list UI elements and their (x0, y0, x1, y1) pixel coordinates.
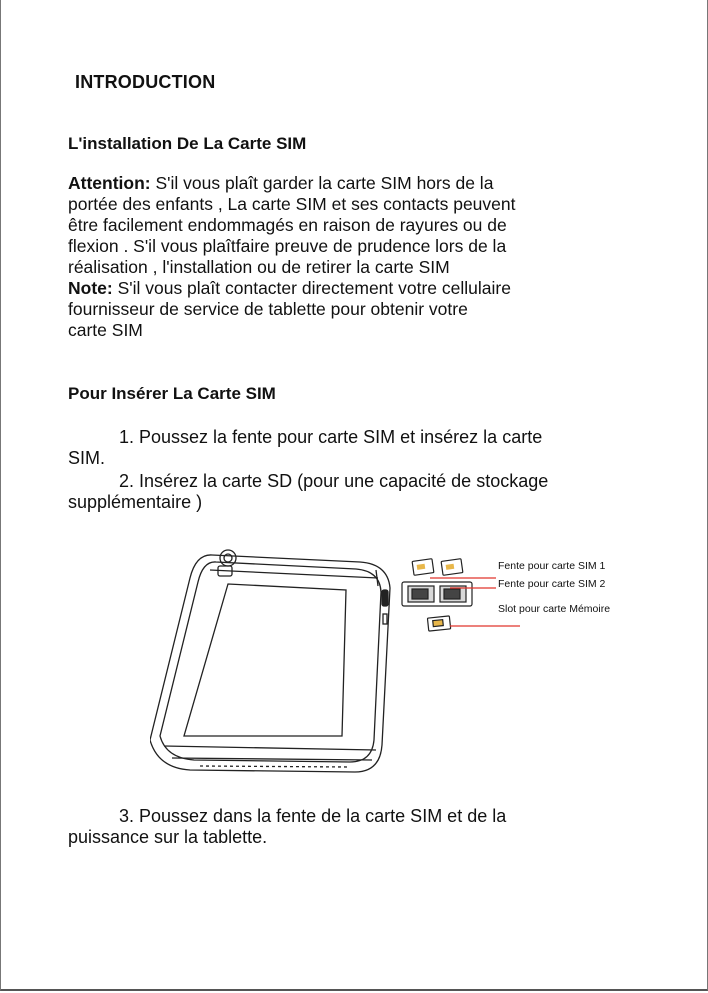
tablet-body (150, 555, 390, 772)
label-memory-slot: Slot pour carte Mémoire (498, 603, 611, 615)
attention-line: être facilement endommagés en raison de rayures ou de (68, 215, 507, 235)
step-text: SIM. (68, 448, 106, 468)
attention-line: réalisation , l'installation ou de retirer la carte SIM (68, 257, 450, 277)
tablet-sim-diagram (150, 540, 670, 790)
step-text: 1. Poussez la fente pour carte SIM et insérez la carte (119, 427, 543, 447)
label-sim-slot-1: Fente pour carte SIM 1 (498, 560, 606, 572)
note-line: S'il vous plaît contacter directement votre cellulaire (112, 278, 511, 298)
step-3 (68, 806, 668, 848)
attention-line: flexion . S'il vous plaîtfaire preuve de prudence lors de la (68, 236, 507, 256)
tablet-inner-edge (160, 562, 381, 762)
section-title-sim-installation: L'installation De La Carte SIM (68, 134, 307, 153)
step-text: 2. Insérez la carte SD (pour une capacité de stockage (119, 471, 549, 491)
label-sim-slot-2: Fente pour carte SIM 2 (498, 578, 606, 590)
note-line: carte SIM (68, 320, 143, 340)
section-title-insert-sim: Pour Insérer La Carte SIM (68, 384, 276, 403)
attention-line: portée des enfants , La carte SIM et ses contacts peuvent (68, 194, 516, 214)
attention-paragraph (68, 173, 668, 341)
camera-icon (220, 550, 236, 566)
step-2 (68, 471, 668, 513)
step-text: puissance sur la tablette. (68, 827, 268, 847)
note-line: fournisseur de service de tablette pour obtenir votre (68, 299, 468, 319)
tablet-screen (184, 584, 346, 736)
note-label: Note: (68, 278, 113, 298)
step-text: 3. Poussez dans la fente de la carte SIM et de la (119, 806, 507, 826)
attention-label: Attention: (68, 173, 151, 193)
step-text: supplémentaire ) (68, 492, 203, 512)
attention-line: S'il vous plaît garder la carte SIM hors de la (150, 173, 494, 193)
page-title: INTRODUCTION (75, 72, 216, 92)
step-1 (68, 427, 668, 469)
